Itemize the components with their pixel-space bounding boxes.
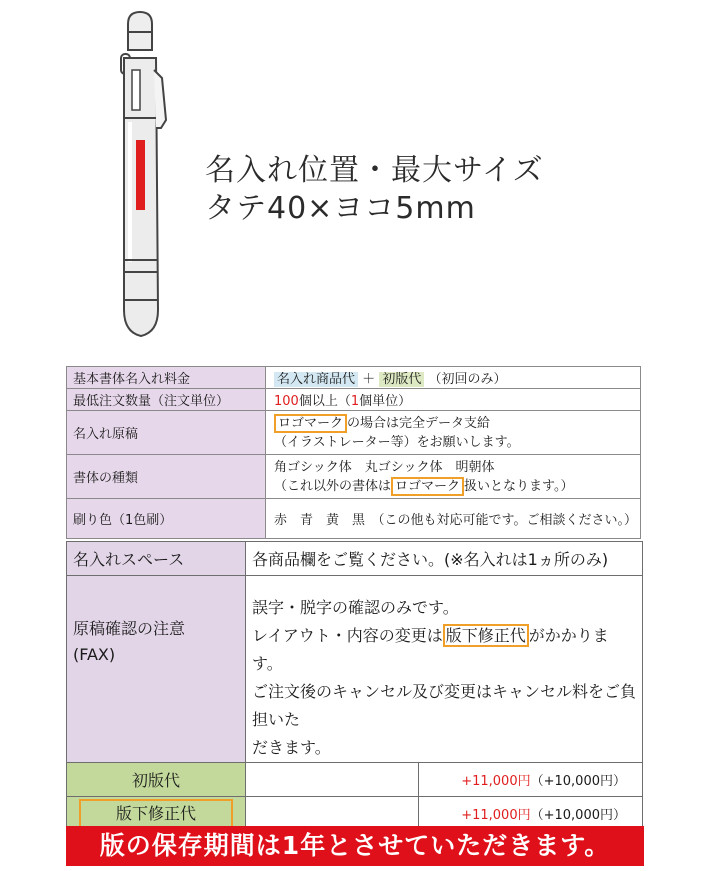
table-row xyxy=(67,576,643,763)
row-value xyxy=(266,455,641,499)
plate-retention-banner: 版の保存期間は1年とさせていただきます。 xyxy=(66,826,644,866)
row-label: 基本書体名入れ料金 xyxy=(67,367,266,389)
first-plate-text: 初版代 xyxy=(131,771,180,790)
font-note: （これ以外の書体は xyxy=(274,478,392,494)
manuscript-text: の場合は完全データ支給 xyxy=(347,415,491,431)
note-line: 誤字・脱字の確認のみです。 xyxy=(252,598,459,617)
price-value: +11,000円 xyxy=(461,774,531,789)
row-label: 最低注文数量（注文単位） xyxy=(67,389,266,411)
price-excl-tax: （+10,000円） xyxy=(530,808,626,823)
first-time-only-note: （初回のみ） xyxy=(428,372,507,387)
row-label: 書体の種類 xyxy=(67,455,266,499)
min-quantity-text: 個以上（ xyxy=(298,394,351,409)
first-plate-price xyxy=(419,763,643,797)
proof-check-notes xyxy=(246,576,643,763)
price-excl-tax: （+10,000円） xyxy=(530,774,626,789)
note-line: だきます。 xyxy=(252,738,331,757)
table-row xyxy=(67,542,643,576)
imprint-details-table xyxy=(66,541,643,831)
manuscript-text: （イラストレーター等）をお願いします。 xyxy=(274,434,520,450)
pen-illustration xyxy=(110,10,180,340)
print-colors: 赤 青 黄 黒 （この他も対応可能です。ご相談ください。） xyxy=(266,499,641,539)
imprint-size-caption xyxy=(205,152,544,228)
font-note: 扱いとなります。） xyxy=(464,478,574,494)
order-unit: 1 xyxy=(350,394,360,409)
first-plate-label xyxy=(67,763,246,797)
plate-correction-tag: 版下修正代 xyxy=(443,624,529,647)
empty-cell xyxy=(246,763,419,797)
table-row xyxy=(67,389,641,411)
row-label: 名入れ原稿 xyxy=(67,411,266,455)
first-plate-tag: 初版代 xyxy=(379,372,424,387)
imprint-position-title: 名入れ位置・最大サイズ xyxy=(205,153,544,188)
imprint-space-value: 各商品欄をご覧ください。(※名入れは1ヵ所のみ) xyxy=(246,542,643,576)
row-value xyxy=(266,367,641,389)
order-unit-text: 個単位） xyxy=(359,394,412,409)
note-text: レイアウト・内容の変更は xyxy=(252,626,443,645)
row-label xyxy=(67,576,246,763)
proof-check-label: 原稿確認の注意 xyxy=(73,619,186,638)
row-value xyxy=(266,411,641,455)
price-value: +11,000円 xyxy=(461,808,531,823)
row-value xyxy=(266,389,641,411)
table-row xyxy=(67,411,641,455)
note-line xyxy=(252,622,636,678)
min-quantity: 100 xyxy=(274,394,299,409)
imprint-size-value: タテ40×ヨコ5mm xyxy=(205,191,476,226)
basic-pricing-table xyxy=(66,366,641,539)
font-list: 角ゴシック体 丸ゴシック体 xyxy=(274,459,443,475)
fax-label: (FAX) xyxy=(73,645,116,664)
table-row xyxy=(67,763,643,797)
row-label: 名入れスペース xyxy=(67,542,246,576)
row-label: 刷り色（1色刷） xyxy=(67,499,266,539)
logo-mark-tag: ロゴマーク xyxy=(274,414,347,433)
table-row xyxy=(67,499,641,539)
table-row xyxy=(67,455,641,499)
product-fee-tag: 名入れ商品代 xyxy=(274,372,358,387)
plate-correction-text: 版下修正代 xyxy=(79,799,233,829)
note-text: がかかります。 xyxy=(252,626,609,673)
hero-section xyxy=(0,0,720,345)
logo-mark-tag: ロゴマーク xyxy=(391,477,464,496)
table-row xyxy=(67,367,641,389)
note-line: ご注文後のキャンセル及び変更はキャンセル料をご負担いた xyxy=(252,682,637,729)
mincho-font: 明朝体 xyxy=(455,459,495,475)
plus-sign: ＋ xyxy=(362,372,376,387)
